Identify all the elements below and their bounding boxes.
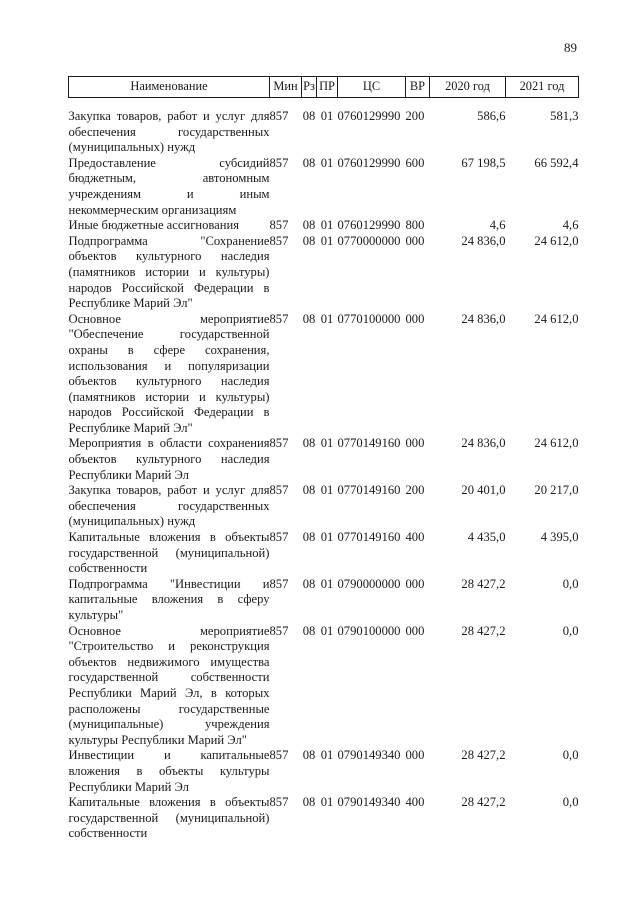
row-pr: 01 (320, 233, 334, 248)
row-pr: 01 (320, 576, 334, 591)
row-2021: 0,0 (562, 748, 579, 763)
row-2021: 0,0 (562, 576, 579, 591)
row-cs: 0770100000 (337, 311, 401, 326)
row-2021: 66 592,4 (534, 155, 579, 170)
header-2021: 2021 год (506, 77, 579, 98)
row-min: 857 (269, 795, 289, 810)
row-min: 857 (269, 311, 289, 326)
row-rz: 08 (302, 795, 316, 810)
table-row (69, 436, 579, 483)
row-2020: 24 836,0 (461, 233, 506, 248)
header-rz: Рз (302, 77, 317, 98)
row-2020: 28 427,2 (461, 576, 506, 591)
header-2020: 2020 год (430, 77, 506, 98)
row-rz: 08 (302, 530, 316, 545)
row-rz: 08 (302, 109, 316, 123)
row-name: Предоставление субсидий бюджетным, автономным учреждениям и иным некоммерческим организациям (68, 155, 270, 217)
row-vr: 000 (405, 748, 425, 763)
row-cs: 0790149340 (337, 795, 401, 810)
header-min: Мин (270, 77, 302, 98)
row-name: Инвестиции и капитальные вложения в объекты культуры Республики Марий Эл (68, 748, 270, 794)
row-cs: 0760129990 (337, 218, 401, 233)
row-2020: 4,6 (489, 218, 506, 233)
row-2020: 586,6 (477, 109, 506, 123)
row-vr: 200 (405, 109, 425, 123)
row-2021: 24 612,0 (534, 311, 579, 326)
row-2021: 0,0 (562, 795, 579, 810)
row-rz: 08 (302, 155, 316, 170)
row-2021: 581,3 (550, 109, 579, 123)
row-rz: 08 (302, 623, 316, 638)
table-row (69, 624, 579, 749)
row-vr: 400 (405, 795, 425, 810)
row-rz: 08 (302, 436, 316, 451)
row-cs: 0760129990 (337, 109, 401, 123)
row-pr: 01 (320, 748, 334, 763)
row-rz: 08 (302, 748, 316, 763)
row-name: Капитальные вложения в объекты государственной (муниципальной) собственности (68, 795, 270, 841)
row-pr: 01 (320, 109, 334, 123)
row-2020: 4 435,0 (467, 530, 506, 545)
row-name: Подпрограмма "Инвестиции и капитальные вложения в сферу культуры" (68, 576, 270, 622)
row-vr: 600 (405, 155, 425, 170)
row-cs: 0790100000 (337, 623, 401, 638)
table-row (69, 218, 579, 234)
row-cs: 0760129990 (337, 155, 401, 170)
table-row (69, 748, 579, 795)
row-2021: 4,6 (562, 218, 579, 233)
row-min: 857 (269, 109, 289, 123)
row-min: 857 (269, 483, 289, 498)
row-name: Капитальные вложения в объекты государственной (муниципальной) собственности (68, 530, 270, 576)
row-vr: 000 (405, 576, 425, 591)
row-min: 857 (269, 436, 289, 451)
row-min: 857 (269, 623, 289, 638)
table-row (69, 109, 579, 156)
row-cs: 0770149160 (337, 483, 401, 498)
row-min: 857 (269, 530, 289, 545)
row-vr: 000 (405, 623, 425, 638)
table-row (69, 156, 579, 218)
row-min: 857 (269, 233, 289, 248)
row-name: Мероприятия в области сохранения объектов культурного наследия Республики Марий Эл (68, 436, 270, 482)
row-name: Закупка товаров, работ и услуг для обеспечения государственных (муниципальных) нужд (68, 109, 270, 155)
row-rz: 08 (302, 483, 316, 498)
header-cs: ЦС (338, 77, 406, 98)
table-row (69, 530, 579, 577)
budget-table (68, 76, 579, 842)
row-pr: 01 (320, 436, 334, 451)
row-pr: 01 (320, 483, 334, 498)
row-2021: 24 612,0 (534, 233, 579, 248)
header-pr: ПР (317, 77, 338, 98)
row-name: Основное мероприятие "Строительство и реконструкция объектов недвижимого имущества государственной собственности Республики Марий Эл, в которых расположены государственные (муниципальные) учреждения культуры Республики Марий Эл" (68, 623, 270, 747)
row-2021: 24 612,0 (534, 436, 579, 451)
row-name: Закупка товаров, работ и услуг для обеспечения государственных (муниципальных) нужд (68, 483, 270, 529)
row-vr: 000 (405, 233, 425, 248)
row-pr: 01 (320, 623, 334, 638)
row-vr: 800 (405, 218, 425, 233)
row-cs: 0790149340 (337, 748, 401, 763)
header-name: Наименование (69, 77, 270, 98)
row-min: 857 (269, 748, 289, 763)
row-cs: 0770000000 (337, 233, 401, 248)
row-pr: 01 (320, 155, 334, 170)
table-row (69, 577, 579, 624)
row-rz: 08 (302, 311, 316, 326)
table-row (69, 795, 579, 842)
table-header-row (69, 77, 579, 98)
row-rz: 08 (302, 576, 316, 591)
row-2020: 24 836,0 (461, 311, 506, 326)
row-min: 857 (269, 218, 289, 233)
table-row (69, 312, 579, 437)
row-pr: 01 (320, 311, 334, 326)
header-vr: ВР (406, 77, 430, 98)
table-row (69, 234, 579, 312)
row-vr: 200 (405, 483, 425, 498)
row-2020: 67 198,5 (461, 155, 506, 170)
table-row (69, 483, 579, 530)
row-2020: 24 836,0 (461, 436, 506, 451)
row-2021: 4 395,0 (540, 530, 579, 545)
row-cs: 0790000000 (337, 576, 401, 591)
row-rz: 08 (302, 218, 316, 233)
row-cs: 0770149160 (337, 530, 401, 545)
page-number: 89 (564, 40, 577, 55)
row-2020: 28 427,2 (461, 748, 506, 763)
row-name: Основное мероприятие "Обеспечение государственной охраны в сфере сохранения, использования и популяризации объектов культурного наследия (памятников истории и культуры) народов Российской Федерации в Республике Марий Эл" (68, 311, 270, 435)
row-pr: 01 (320, 218, 334, 233)
row-vr: 000 (405, 311, 425, 326)
row-vr: 400 (405, 530, 425, 545)
row-cs: 0770149160 (337, 436, 401, 451)
row-pr: 01 (320, 795, 334, 810)
row-min: 857 (269, 576, 289, 591)
row-2020: 20 401,0 (461, 483, 506, 498)
row-2021: 20 217,0 (534, 483, 579, 498)
row-vr: 000 (405, 436, 425, 451)
row-min: 857 (269, 155, 289, 170)
row-2020: 28 427,2 (461, 795, 506, 810)
row-rz: 08 (302, 233, 316, 248)
table-body (69, 98, 579, 842)
row-2020: 28 427,2 (461, 623, 506, 638)
row-pr: 01 (320, 530, 334, 545)
row-name: Иные бюджетные ассигнования (68, 218, 240, 233)
row-name: Подпрограмма "Сохранение объектов культурного наследия (памятников истории и культуры) народов Российской Федерации в Республике Марий Эл" (68, 233, 270, 311)
row-2021: 0,0 (562, 623, 579, 638)
